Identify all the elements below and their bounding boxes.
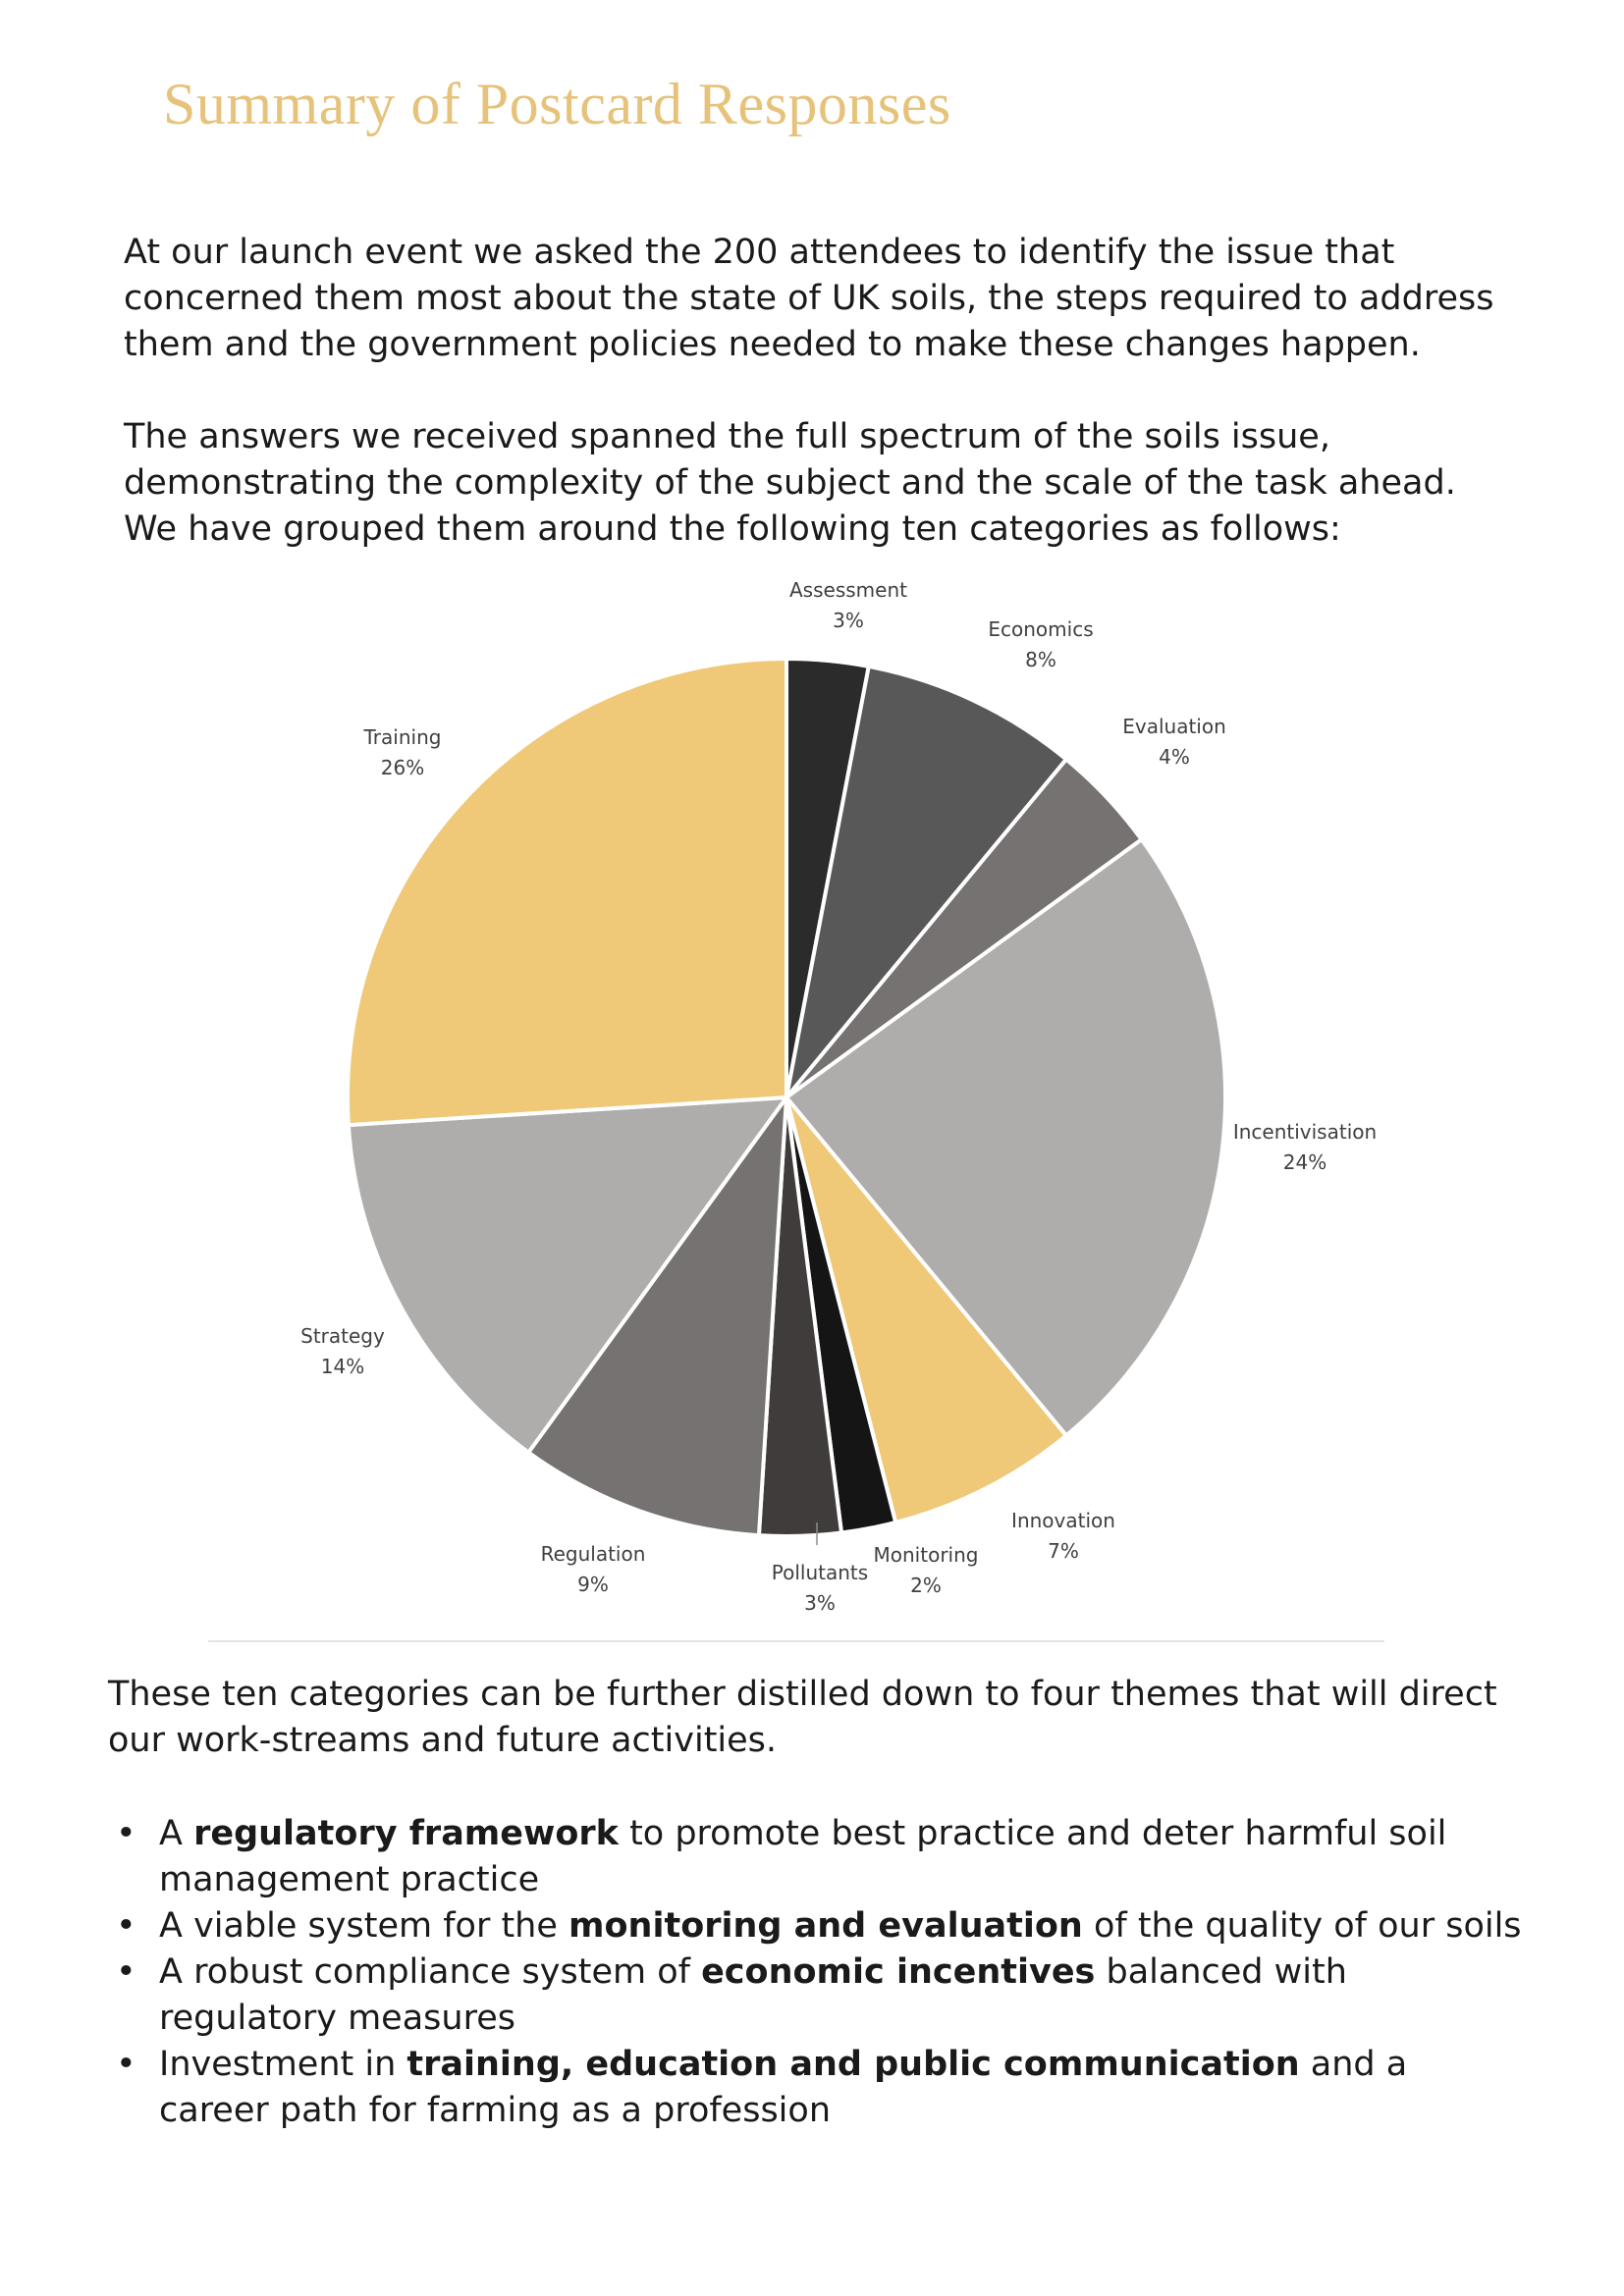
slice-value-regulation: 9% bbox=[577, 1573, 609, 1596]
slice-label-regulation: Regulation bbox=[540, 1542, 646, 1566]
page-title: Summary of Postcard Responses bbox=[163, 72, 951, 136]
slice-label-strategy: Strategy bbox=[300, 1324, 385, 1348]
theme-item bbox=[108, 1903, 1522, 1949]
theme-bold: training, education and public communication bbox=[406, 2045, 1300, 2084]
pie-chart bbox=[0, 550, 1624, 1639]
slice-value-pollutants: 3% bbox=[804, 1591, 836, 1615]
slice-value-incentivisation: 24% bbox=[1282, 1150, 1327, 1174]
theme-text: of the quality of our soils bbox=[1082, 1906, 1522, 1946]
theme-bold: monitoring and evaluation bbox=[568, 1906, 1083, 1946]
theme-item bbox=[108, 1949, 1522, 2042]
slice-value-monitoring: 2% bbox=[910, 1574, 942, 1597]
theme-text: A bbox=[159, 1814, 194, 1853]
slice-label-assessment: Assessment bbox=[789, 578, 907, 602]
slice-value-training: 26% bbox=[380, 756, 425, 779]
pie-slices bbox=[348, 659, 1225, 1536]
slice-label-training: Training bbox=[363, 725, 442, 749]
slice-value-evaluation: 4% bbox=[1159, 745, 1190, 769]
theme-text: to promote best practice and deter harmful soil management practice bbox=[159, 1814, 1447, 1899]
theme-text: A viable system for the bbox=[159, 1906, 569, 1946]
theme-bold: regulatory framework bbox=[193, 1814, 619, 1853]
intro-paragraph-2: The answers we received spanned the full spectrum of the soils issue, demonstrating the complexity of the subject and the scale of the task ahead. We have grouped them around the following ten categories as follows: bbox=[124, 417, 1456, 549]
bullet: • bbox=[116, 1952, 136, 1992]
slice-value-strategy: 14% bbox=[320, 1355, 365, 1378]
slice-label-pollutants: Pollutants bbox=[771, 1561, 869, 1584]
divider bbox=[208, 1640, 1384, 1642]
slice-value-innovation: 7% bbox=[1048, 1539, 1079, 1563]
slice-label-economics: Economics bbox=[988, 617, 1094, 641]
theme-item bbox=[108, 2042, 1522, 2134]
theme-text: Investment in bbox=[159, 2045, 407, 2084]
bullet: • bbox=[116, 1906, 136, 1946]
theme-text: balanced with regulatory measures bbox=[159, 1952, 1347, 2038]
themes-list bbox=[108, 1811, 1522, 2134]
theme-bold: economic incentives bbox=[701, 1952, 1096, 1992]
theme-text: A robust compliance system of bbox=[159, 1952, 702, 1992]
slice-value-economics: 8% bbox=[1025, 648, 1056, 671]
bullet: • bbox=[116, 1814, 136, 1853]
bullet: • bbox=[116, 2045, 136, 2084]
slice-label-monitoring: Monitoring bbox=[873, 1543, 979, 1567]
summary-paragraph: These ten categories can be further distilled down to four themes that will direct our work-streams and future activities. bbox=[108, 1675, 1497, 1760]
theme-text: and a career path for farming as a profession bbox=[159, 2045, 1408, 2130]
slice-label-innovation: Innovation bbox=[1011, 1509, 1115, 1532]
slice-value-assessment: 3% bbox=[833, 609, 864, 632]
slice-label-incentivisation: Incentivisation bbox=[1232, 1120, 1378, 1144]
intro-paragraph-1: At our launch event we asked the 200 attendees to identify the issue that concerned them most about the state of UK soils, the steps required to address them and the government policies needed to make these changes happen. bbox=[124, 233, 1494, 364]
theme-item bbox=[108, 1811, 1522, 1903]
slice-label-evaluation: Evaluation bbox=[1122, 715, 1226, 738]
